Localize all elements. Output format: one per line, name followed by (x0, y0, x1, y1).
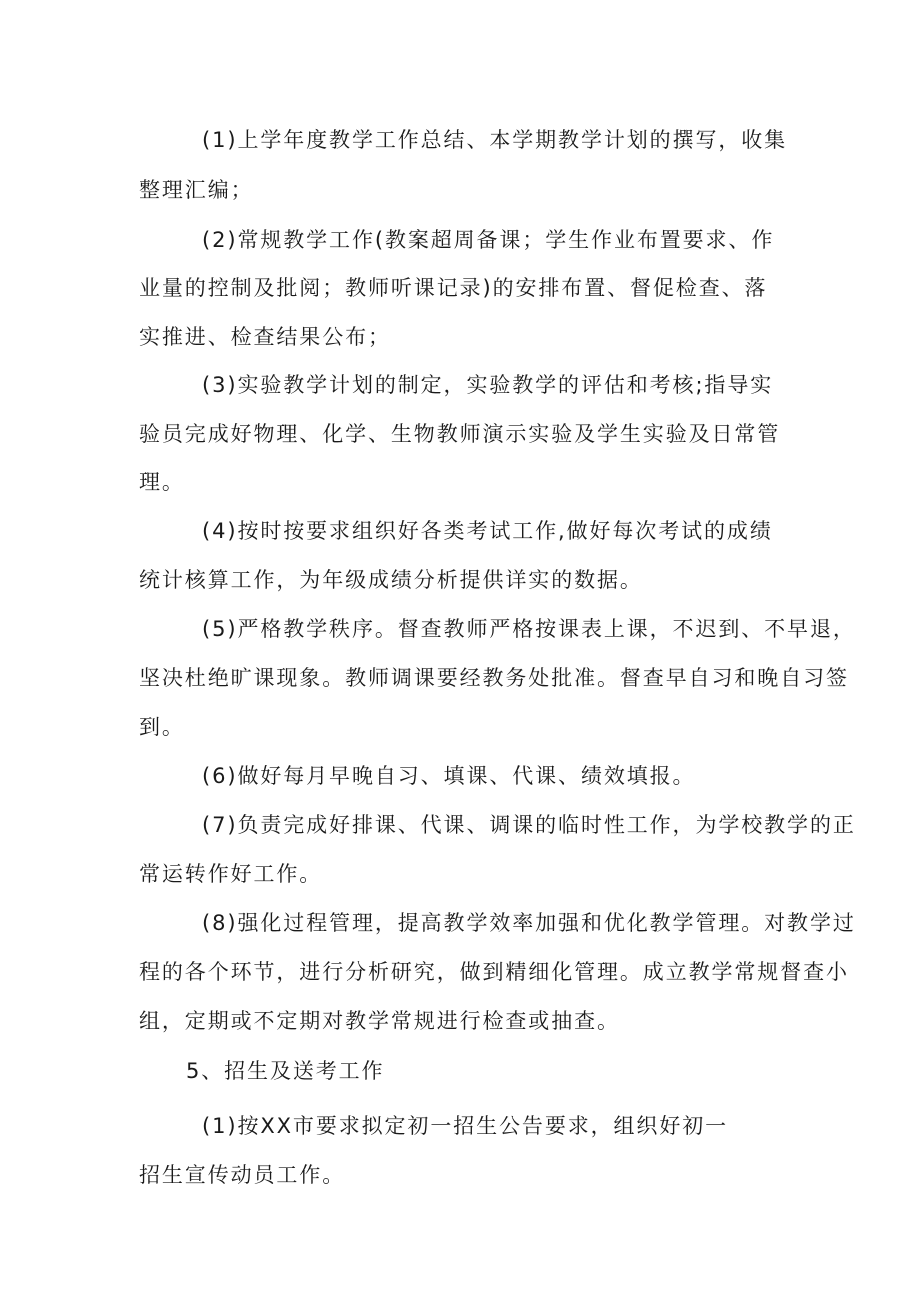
item-6-line-1: (6)做好每月早晚自习、填课、代课、绩效填报。 (202, 764, 696, 788)
item-5-line-2: 坚决杜绝旷课现象。教师调课要经教务处批准。督查早自习和晚自习签 (139, 666, 849, 690)
section-5-heading: 5、招生及送考工作 (186, 1059, 385, 1083)
item-4-line-1: (4)按时按要求组织好各类考试工作,做好每次考试的成绩 (202, 519, 773, 543)
item-4-line-2: 统计核算工作，为年级成绩分析提供详实的数据。 (139, 568, 643, 592)
item-3-line-3: 理。 (139, 470, 185, 494)
item-2-line-2: 业量的控制及批阅；教师听课记录)的安排布置、督促检查、落 (139, 276, 768, 300)
item-8-line-2: 程的各个环节，进行分析研究，做到精细化管理。成立教学常规督查小 (139, 960, 849, 984)
item-5-line-3: 到。 (139, 715, 185, 739)
item-1-line-1: (1)上学年度教学工作总结、本学期教学计划的撰写，收集 (202, 128, 788, 152)
item-7-line-2: 常运转作好工作。 (139, 862, 323, 886)
item-8-line-1: (8)强化过程管理，提高教学效率加强和优化教学管理。对教学过 (202, 911, 856, 935)
item-1-line-2: 整理汇编； (139, 178, 254, 202)
item-3-line-2: 验员完成好物理、化学、生物教师演示实验及学生实验及日常管 (139, 422, 781, 446)
section-5-item-1-line-1: (1)按XX市要求拟定初一招生公告要求，组织好初一 (202, 1114, 729, 1138)
item-8-line-3: 组，定期或不定期对教学常规进行检查或抽查。 (139, 1009, 620, 1033)
item-3-line-1: (3)实验教学计划的制定，实验教学的评估和考核;指导实 (202, 373, 774, 397)
item-2-line-1: (2)常规教学工作(教案超周备课；学生作业布置要求、作 (202, 228, 775, 252)
item-7-line-1: (7)负责完成好排课、代课、调课的临时性工作，为学校教学的正 (202, 813, 856, 837)
item-2-line-3: 实推进、检查结果公布； (139, 325, 391, 349)
section-5-item-1-line-2: 招生宣传动员工作。 (139, 1163, 346, 1187)
item-5-line-1: (5)严格教学秩序。督查教师严格按课表上课，不迟到、不早退， (202, 617, 856, 641)
